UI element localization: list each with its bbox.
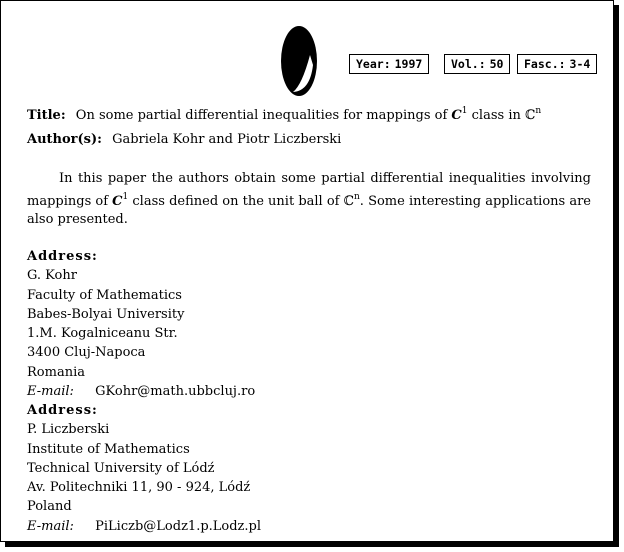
fascicle-badge	[517, 54, 597, 74]
abstract-space-symbol: ℂ	[343, 194, 354, 209]
volume-value: 50	[489, 57, 504, 71]
address-line: 3400 Cluj-Napoca	[27, 345, 146, 361]
volume-badge	[444, 54, 510, 74]
fascicle-value: 3-4	[569, 57, 591, 71]
title-space-symbol: ℂ	[525, 108, 536, 123]
abstract-part1: In this paper the authors obtain some partial differential inequalities involving mappings of	[27, 171, 591, 209]
address-block-liczberski	[27, 401, 261, 536]
title-label: Title:	[27, 108, 66, 123]
abstract-class-sup: 1	[122, 192, 129, 202]
address-line: 1.M. Kogalniceanu Str.	[27, 326, 178, 342]
authors-line	[27, 131, 341, 149]
email-label: E-mail:	[27, 518, 74, 534]
abstract-part2: class defined on the unit ball of	[132, 194, 340, 209]
address-line: Romania	[27, 364, 85, 380]
address-line: Babes-Bolyai University	[27, 306, 185, 322]
fascicle-label: Fasc.:	[524, 57, 566, 71]
abstract-class-symbol: C	[112, 194, 123, 209]
email-row	[27, 382, 255, 401]
email-address: GKohr@math.ubbcluj.ro	[95, 384, 256, 400]
email-label: E-mail:	[27, 384, 74, 400]
address-line: G. Kohr	[27, 268, 77, 284]
journal-logo	[280, 25, 318, 97]
authors-text: Gabriela Kohr and Piotr Liczberski	[112, 132, 342, 147]
title-class-sup: 1	[461, 106, 468, 116]
title-line	[27, 102, 541, 125]
abstract-space-sup: n	[354, 192, 360, 202]
abstract-part3: . Some interesting applications are also presented.	[27, 194, 591, 227]
address-line: Institute of Mathematics	[27, 441, 190, 457]
year-badge	[349, 54, 429, 74]
year-value: 1997	[394, 57, 423, 71]
title-text: On some partial differential inequalities for mappings of	[75, 108, 448, 123]
address-line: Av. Politechniki 11, 90 - 924, Lódź	[27, 480, 251, 496]
title-class-symbol: C	[451, 108, 462, 123]
frame-shadow-bottom	[5, 542, 619, 547]
frame-shadow-right	[614, 5, 619, 547]
address-line: Faculty of Mathematics	[27, 287, 182, 303]
abstract	[27, 170, 591, 229]
email-row	[27, 517, 261, 536]
authors-label: Author(s):	[27, 132, 102, 147]
title-class-word: class in	[471, 108, 521, 123]
address-block-kohr	[27, 247, 255, 401]
address-heading: Address:	[27, 249, 98, 264]
year-label: Year:	[356, 57, 391, 71]
email-address: PiLiczb@Lodz1.p.Lodz.pl	[95, 518, 262, 534]
title-space-sup: n	[535, 106, 542, 116]
address-line: Poland	[27, 499, 72, 515]
address-line: P. Liczberski	[27, 422, 110, 438]
address-line: Technical University of Lódź	[27, 460, 215, 476]
volume-label: Vol.:	[451, 57, 486, 71]
address-heading: Address:	[27, 403, 98, 418]
